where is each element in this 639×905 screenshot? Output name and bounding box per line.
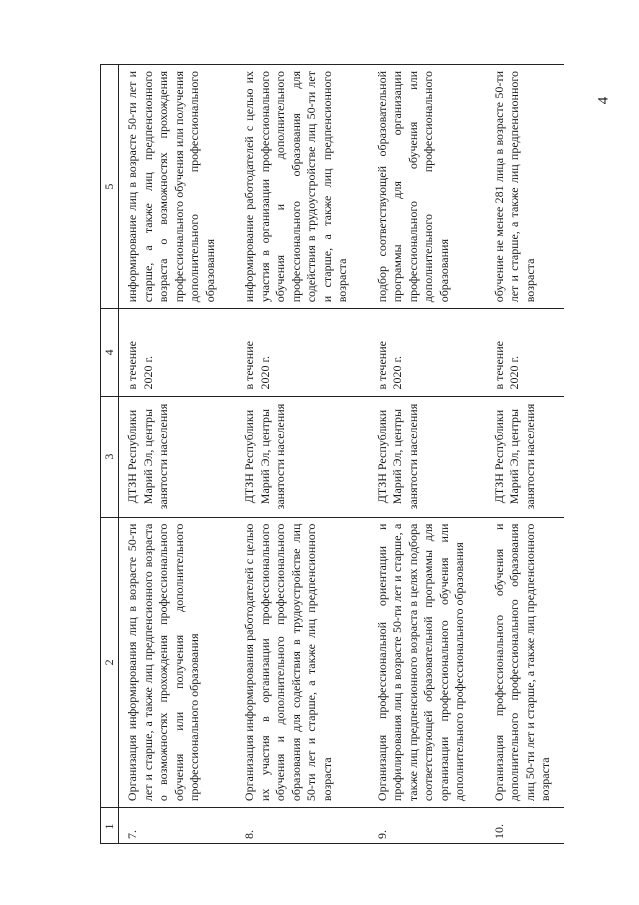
table-row [119,65,229,844]
measure-cell: Организация профессионального обучения и дополнительного профессионального образования лиц 50-ти лет и старше, а также лиц предпенсионного возраста [478,517,564,807]
row-number: 9. [361,808,478,844]
header-col-3: 3 [101,396,119,517]
table-row [478,65,564,844]
row-number: 8. [228,808,361,844]
table-row [361,65,478,844]
term-cell: в течение 2020 г. [119,309,229,396]
measure-cell: Организация профессиональной ориентации и профилирования лиц в возрасте 50-ти лет и старше, а также лиц предпенсионного возраста в целях подбора соответствующей образовательной программы для организации профессионального обучения или дополнительного профессионального образования [361,517,478,807]
term-cell: в течение 2020 г. [478,309,564,396]
row-number: 7. [119,808,229,844]
result-cell: информирование работодателей с целью их участия в организации профессионального обучения и дополнительного профессионального образования для содействия в трудоустройстве лиц 50-ти лет и старше, а также лиц предпенсионного возраста [228,65,361,309]
term-cell: в течение 2020 г. [228,309,361,396]
header-col-5: 5 [101,65,119,309]
header-col-2: 2 [101,517,119,807]
measures-table [100,64,564,844]
row-number: 10. [478,808,564,844]
result-cell: информирование лиц в возрасте 50-ти лет и старше, а также лиц предпенсионного возраста о возможностях прохождения профессионального обучения или получения дополнительного профессионального образования [119,65,229,309]
executor-cell: ДТЗН Республики Марий Эл, центры занятости населения [478,396,564,517]
executor-cell: ДТЗН Республики Марий Эл, центры занятости населения [361,396,478,517]
term-cell: в течение 2020 г. [361,309,478,396]
page-number: 4 [595,96,612,105]
executor-cell: ДТЗН Республики Марий Эл, центры занятости населения [228,396,361,517]
measure-cell: Организация информирования работодателей с целью их участия в организации профессионального обучения и дополнительного профессионального образования для содействия в трудоустройстве лиц 50-ти лет и старше, а также лиц предпенсионного возраста [228,517,361,807]
measure-cell: Организация информирования лиц в возрасте 50-ти лет и старше, а также лиц предпенсионного возраста о возможностях прохождения профессионального обучения или получения дополнительного профессионального образования [119,517,229,807]
table-row [228,65,361,844]
header-col-1: 1 [101,808,119,844]
executor-cell: ДТЗН Республики Марий Эл, центры занятости населения [119,396,229,517]
rotated-table-container [100,64,580,844]
result-cell: обучение не менее 281 лица в возрасте 50-ти лет и старше, а также лиц предпенсионного возраста [478,65,564,309]
header-col-4: 4 [101,309,119,396]
result-cell: подбор соответствующей образовательной программы для организации профессионального обучения или дополнительного профессионального образования [361,65,478,309]
table-header-row [101,65,119,844]
